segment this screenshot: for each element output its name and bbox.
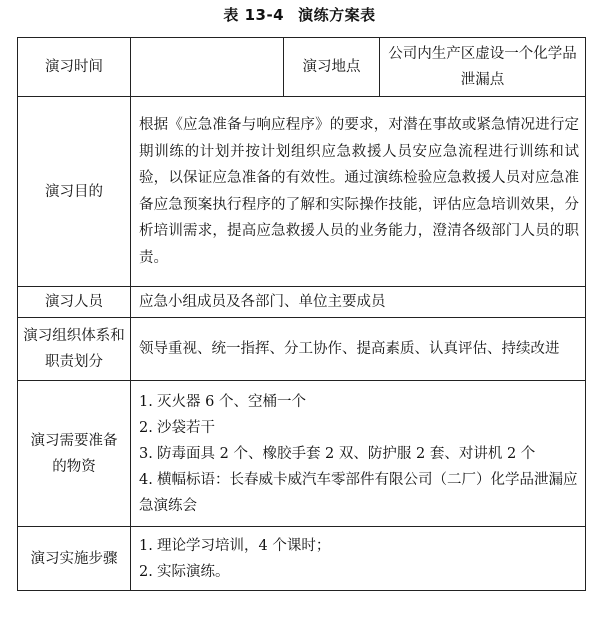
purpose-label: 演习目的 <box>18 97 131 287</box>
list-item: 2. 沙袋若干 <box>139 419 215 436</box>
table-title <box>0 4 599 26</box>
row-materials <box>18 381 586 527</box>
table-name: 演练方案表 <box>298 6 376 24</box>
location-value: 公司内生产区虚设一个化学品泄漏点 <box>380 38 586 97</box>
purpose-value: 根据《应急准备与响应程序》的要求，对潜在事故或紧急情况进行定期训练的计划并按计划组织应急救援人员安应急流程进行训练和试验，以保证应急准备的有效性。通过演练检验应急救援人员对应急准备应急预案执行程序的了解和实际操作技能，评估应急培训效果，分析培训需求，提高应急救援人员的业务能力，澄清各级部门人员的职责。 <box>131 97 586 287</box>
list-item: 3. 防毒面具 2 个、橡胶手套 2 双、防护服 2 套、对讲机 2 个 <box>139 445 536 462</box>
time-label: 演习时间 <box>18 38 131 97</box>
personnel-value: 应急小组成员及各部门、单位主要成员 <box>131 287 586 318</box>
list-item: 1. 灭火器 6 个、空桶一个 <box>139 393 306 410</box>
row-organization <box>18 318 586 381</box>
row-personnel <box>18 287 586 318</box>
location-label: 演习地点 <box>284 38 380 97</box>
steps-list <box>131 527 586 591</box>
table-number: 表 13-4 <box>223 6 285 24</box>
steps-label: 演习实施步骤 <box>18 527 131 591</box>
materials-list <box>131 381 586 527</box>
personnel-label: 演习人员 <box>18 287 131 318</box>
materials-label-text: 演习需要准备的物资 <box>30 432 118 475</box>
row-steps <box>18 527 586 591</box>
drill-plan-table <box>17 37 586 591</box>
list-item: 2. 实际演练。 <box>139 563 230 580</box>
organization-label-text: 演习组织体系和职责划分 <box>23 328 125 370</box>
organization-value: 领导重视、统一指挥、分工协作、提高素质、认真评估、持续改进 <box>131 318 586 381</box>
list-item: 1. 理论学习培训，4 个课时； <box>139 537 331 554</box>
list-item: 4. 横幅标语：长春威卡威汽车零部件有限公司（二厂）化学品泄漏应急演练会 <box>139 471 578 514</box>
materials-label <box>18 381 131 527</box>
organization-label <box>18 318 131 381</box>
row-time-location <box>18 38 586 97</box>
time-value <box>131 38 284 97</box>
row-purpose <box>18 97 586 287</box>
